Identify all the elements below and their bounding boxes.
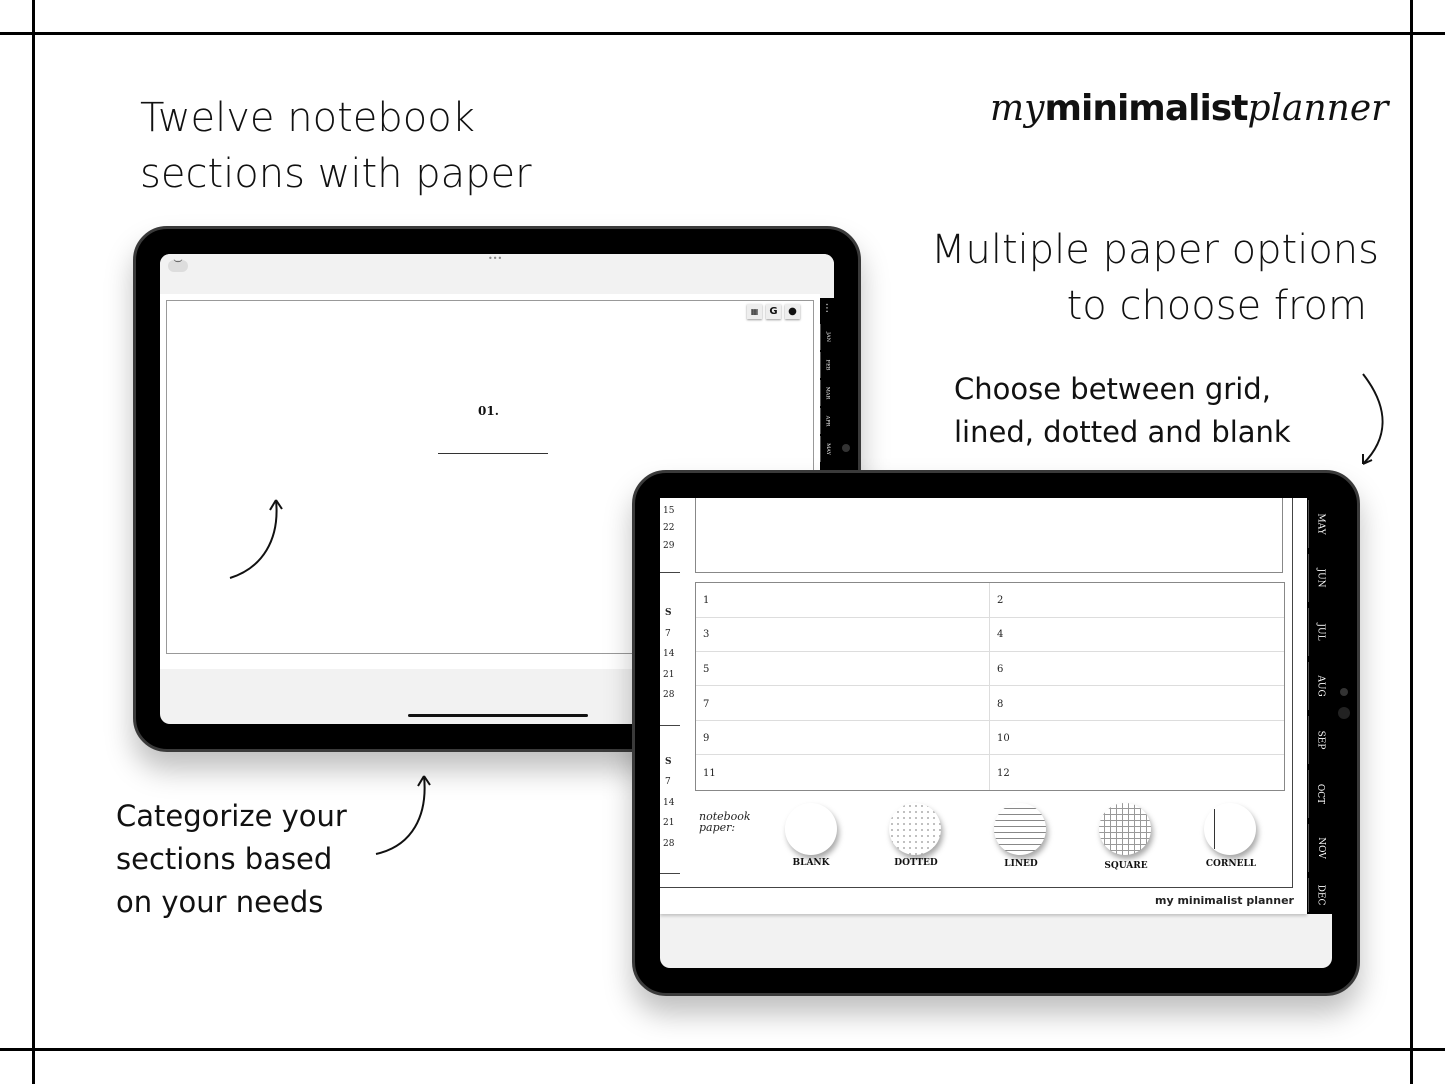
side-tab-0[interactable]: JAN — [820, 324, 834, 350]
apple-icon[interactable]: ● — [785, 304, 800, 319]
frame-line-left — [32, 0, 35, 1084]
caption-choose-line1: Choose between grid, — [954, 372, 1271, 406]
date-block2-21[interactable]: 21 — [663, 670, 675, 680]
tablet2-camera — [1340, 688, 1348, 696]
section-link-8[interactable]: 8 — [997, 699, 1004, 710]
caption-choose-line2: lined, dotted and blank — [954, 415, 1291, 449]
month-tab-sep[interactable]: SEP — [1308, 716, 1332, 764]
grid-row-3 — [696, 651, 1284, 686]
home-indicator — [408, 714, 588, 717]
section-link-10[interactable]: 10 — [997, 733, 1010, 744]
heading-right-line2: to choose from — [1066, 283, 1367, 329]
date-divider-1 — [660, 572, 680, 573]
tablet2-page-right-border — [1292, 498, 1293, 888]
frame-line-top — [0, 32, 1445, 35]
tablet1-camera — [842, 444, 850, 452]
month-tab-jun[interactable]: JUN — [1308, 554, 1332, 602]
date-block3-21[interactable]: 21 — [663, 818, 675, 828]
grid-row-1 — [696, 583, 1284, 618]
paper-option-square[interactable] — [1099, 803, 1151, 855]
side-tab-3[interactable]: APR — [820, 408, 834, 434]
date-block2-s: S — [665, 608, 672, 618]
date-block3-s: S — [665, 757, 672, 767]
tablet1-top-icons — [747, 304, 800, 319]
tablet2-camera-lens — [1338, 707, 1350, 719]
paper-option-dotted[interactable] — [889, 803, 941, 855]
tablet2-page-bottom-border — [660, 887, 1293, 888]
paper-label-dotted: DOTTED — [894, 858, 938, 868]
date-block2-14[interactable]: 14 — [663, 649, 675, 659]
side-tab-4[interactable]: MAY — [820, 436, 834, 462]
date-block3-28[interactable]: 28 — [663, 839, 675, 849]
date-block3-14[interactable]: 14 — [663, 798, 675, 808]
heading-right — [931, 222, 1379, 334]
date-block3-7[interactable]: 7 — [665, 777, 671, 787]
section-link-3[interactable]: 3 — [703, 629, 710, 640]
date-divider-3 — [660, 873, 680, 874]
tablet2-footer-brand: my minimalist planner — [1155, 894, 1294, 907]
heading-left — [140, 90, 532, 202]
collapse-button[interactable]: ︶ — [168, 260, 188, 272]
paper-label-cornell: CORNELL — [1205, 859, 1257, 869]
section-link-2[interactable]: 2 — [997, 595, 1004, 606]
month-tab-oct[interactable]: OCT — [1308, 770, 1332, 818]
date-block2-28[interactable]: 28 — [663, 690, 675, 700]
caption-categorize-line3: on your needs — [116, 885, 324, 919]
caption-choose — [954, 368, 1291, 454]
month-tab-may[interactable]: MAY — [1308, 500, 1332, 548]
section-link-1[interactable]: 1 — [703, 595, 710, 606]
arrow-choose-icon — [1355, 370, 1395, 470]
heading-right-line1: Multiple paper options — [931, 227, 1379, 273]
heading-left-line1: Twelve notebook — [140, 95, 475, 141]
notes-box[interactable] — [695, 498, 1283, 573]
date-15[interactable]: 15 — [663, 506, 675, 516]
date-29[interactable]: 29 — [663, 541, 675, 551]
calendar-icon[interactable]: ▦ — [747, 304, 762, 319]
month-tab-jul[interactable]: JUL — [1308, 608, 1332, 656]
grid-row-4 — [696, 686, 1284, 721]
brand-part-planner: planner — [1247, 88, 1389, 129]
paper-option-lined[interactable] — [994, 803, 1046, 855]
brand-part-my: my — [990, 88, 1045, 129]
tablet2-month-tabs — [1307, 498, 1332, 914]
section-link-6[interactable]: 6 — [997, 664, 1004, 675]
paper-label-blank: BLANK — [792, 858, 830, 868]
section-title-line[interactable] — [438, 453, 548, 454]
paper-label-square: SQUARE — [1104, 861, 1148, 871]
brand-logo — [990, 88, 1388, 129]
date-block2-7[interactable]: 7 — [665, 629, 671, 639]
section-link-7[interactable]: 7 — [703, 699, 710, 710]
side-tab-menu[interactable]: ⋮ — [822, 303, 832, 314]
menu-dots[interactable]: ••• — [488, 254, 503, 263]
grid-row-5 — [696, 720, 1284, 755]
paper-label-lined: LINED — [1004, 859, 1038, 869]
paper-option-cornell[interactable] — [1204, 803, 1256, 855]
tablet1-toolbar — [160, 254, 834, 294]
section-link-11[interactable]: 11 — [703, 768, 716, 779]
arrow-section-icon — [226, 494, 286, 584]
frame-line-right — [1410, 0, 1413, 1084]
section-number: 01. — [478, 404, 499, 418]
date-22[interactable]: 22 — [663, 523, 675, 533]
section-link-4[interactable]: 4 — [997, 629, 1004, 640]
tablet1-side-tabs — [820, 298, 834, 478]
date-divider-2 — [660, 725, 680, 726]
google-icon[interactable]: G — [766, 304, 781, 319]
side-tab-2[interactable]: MAR — [820, 380, 834, 406]
grid-row-2 — [696, 617, 1284, 652]
caption-categorize-line2: sections based — [116, 842, 333, 876]
caption-categorize — [116, 795, 347, 924]
month-tab-nov[interactable]: NOV — [1308, 824, 1332, 872]
arrow-categorize-icon — [372, 770, 436, 860]
heading-left-line2: sections with paper — [140, 151, 532, 197]
section-link-12[interactable]: 12 — [997, 768, 1010, 779]
notebook-paper-label: notebook paper: — [699, 810, 751, 834]
brand-part-minimalist: minimalist — [1044, 88, 1248, 129]
caption-categorize-line1: Categorize your — [116, 799, 347, 833]
section-link-9[interactable]: 9 — [703, 733, 710, 744]
month-tab-dec[interactable]: DEC — [1308, 878, 1332, 912]
paper-option-blank[interactable] — [785, 803, 837, 855]
frame-line-bottom — [0, 1048, 1445, 1051]
month-tab-aug[interactable]: AUG — [1308, 662, 1332, 710]
side-tab-1[interactable]: FEB — [820, 352, 834, 378]
section-link-5[interactable]: 5 — [703, 664, 710, 675]
